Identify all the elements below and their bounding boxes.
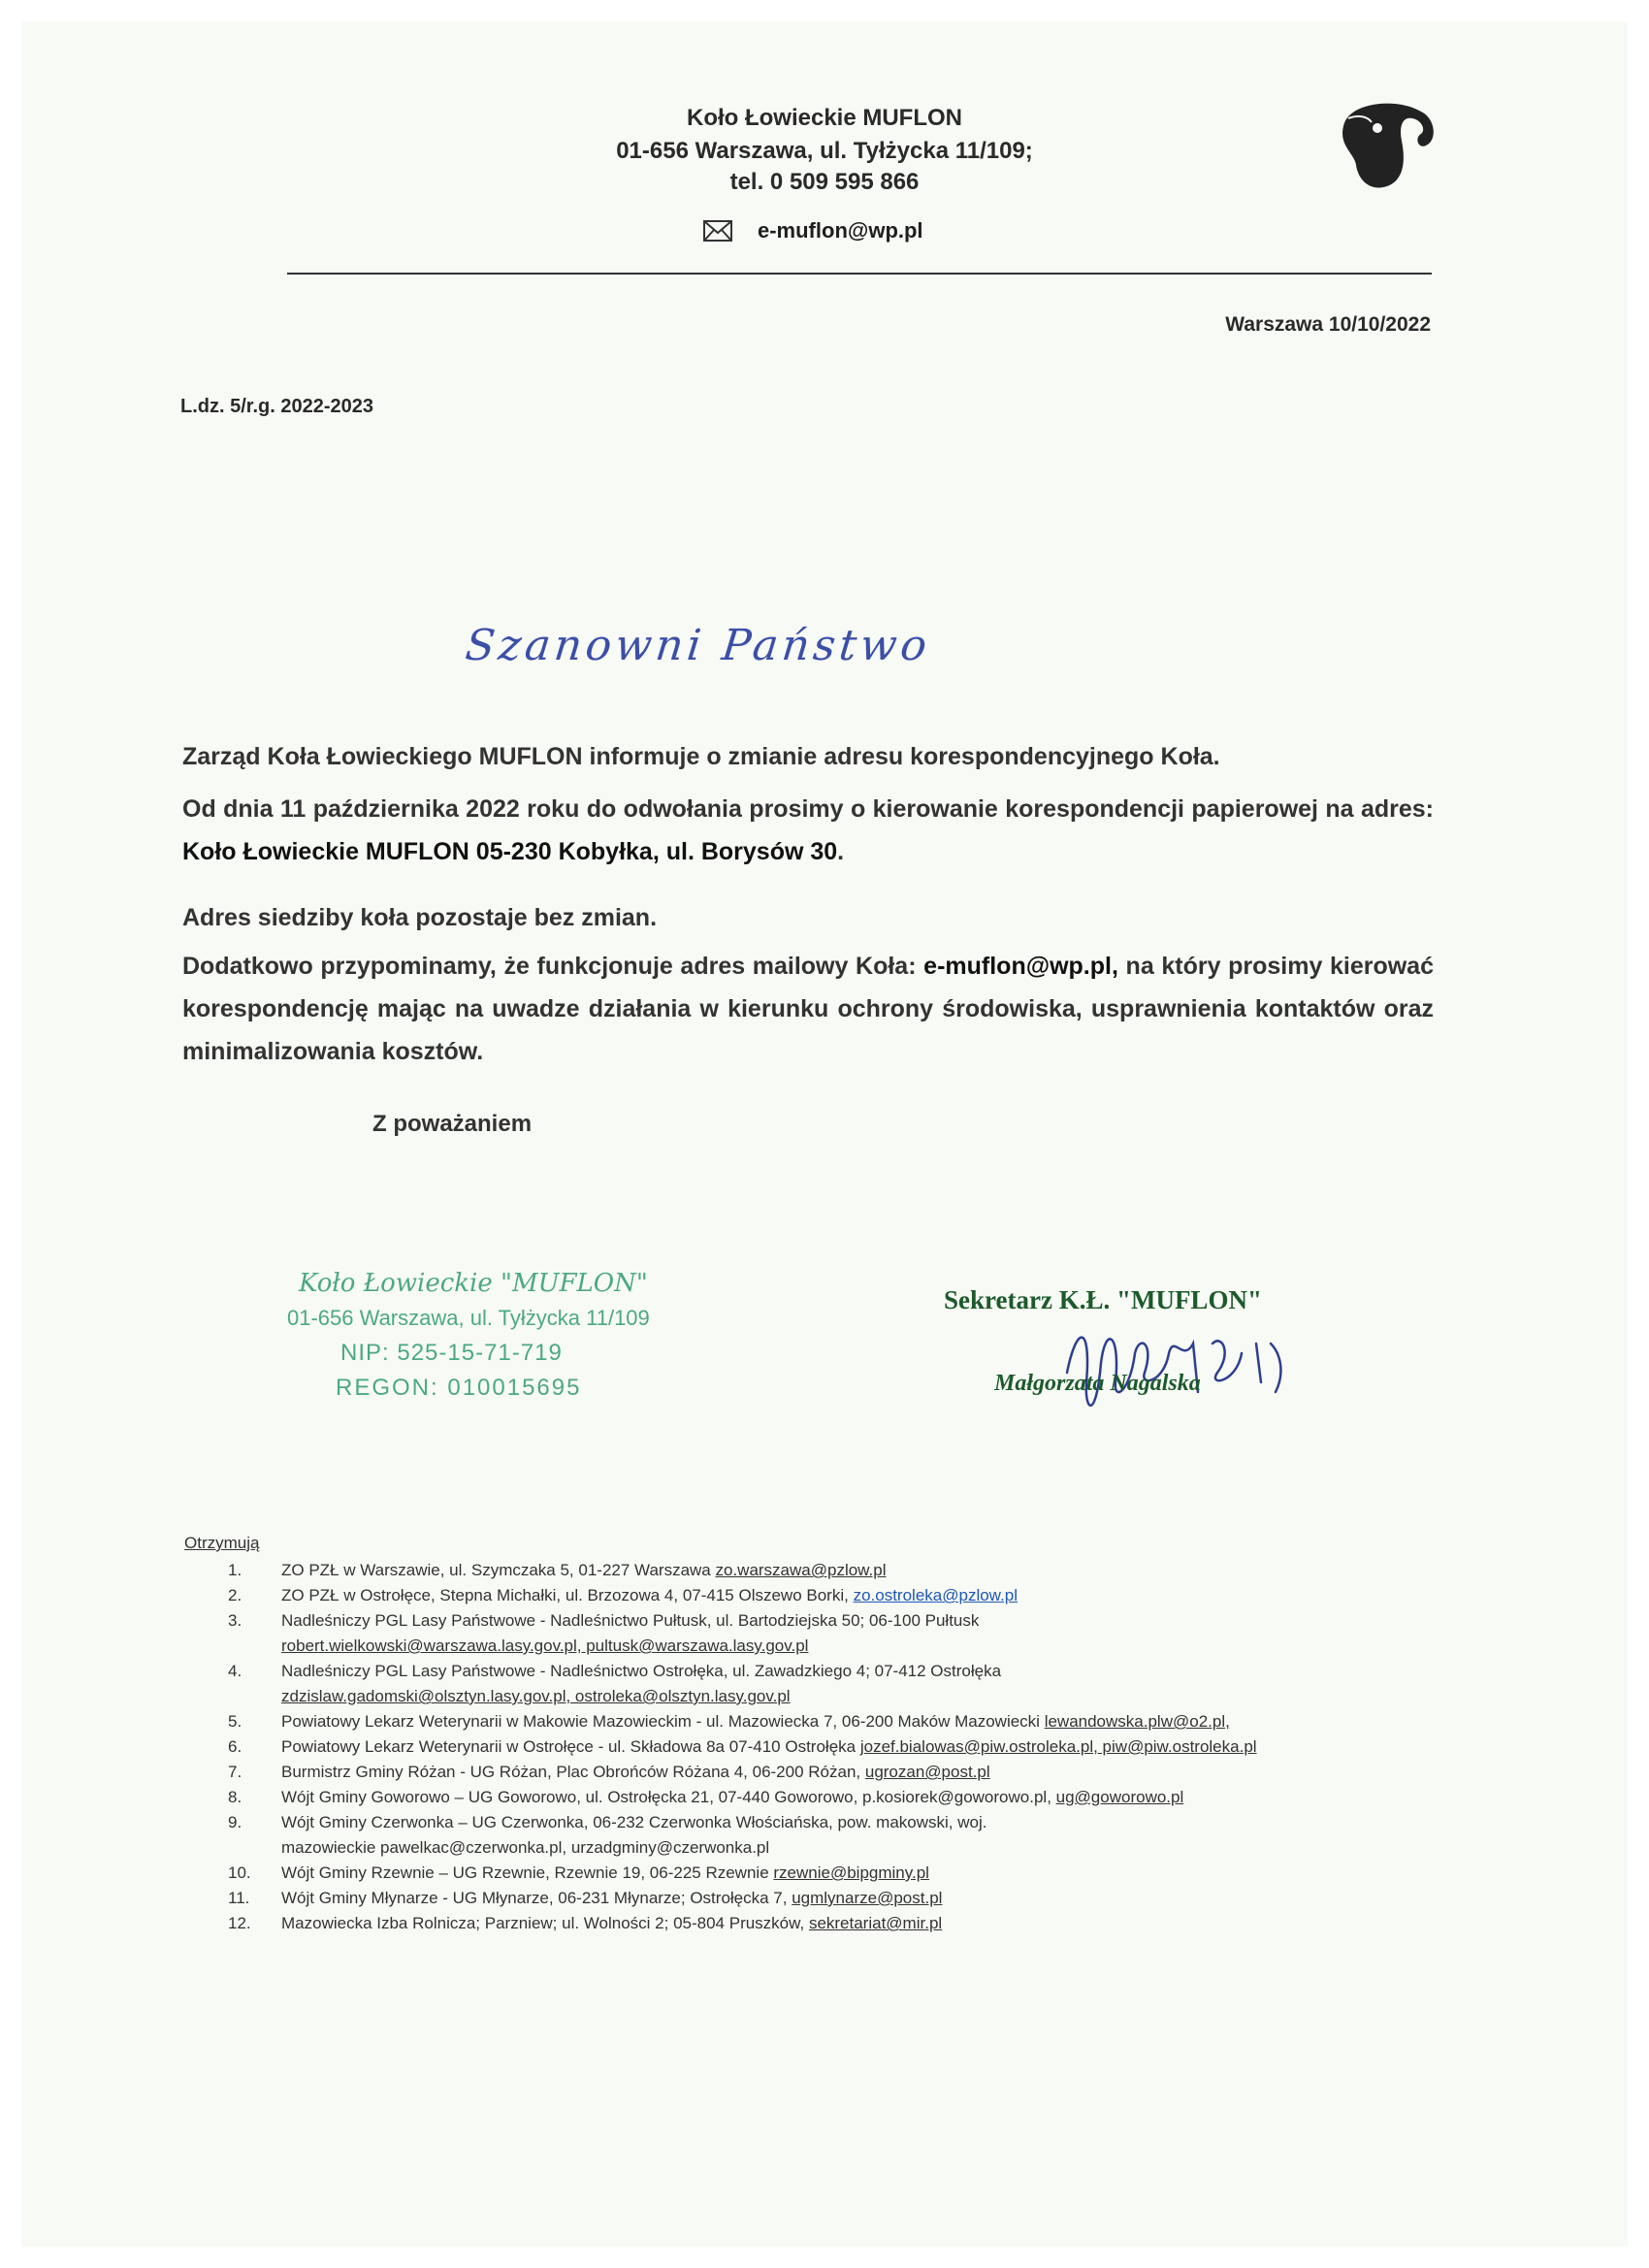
list-item: 1. ZO PZŁ w Warszawie, ul. Szymczaka 5, 01-227 Warszawa zo.warszawa@pzlow.pl <box>228 1561 887 1579</box>
list-item: 8. Wójt Gminy Goworowo – UG Goworowo, ul. Ostrołęcka 21, 07-440 Goworowo, p.kosiorek@goworowo.pl, ug@goworowo.pl <box>228 1788 1184 1806</box>
org-address: 01-656 Warszawa, ul. Tyłżycka 11/109; <box>616 138 1033 164</box>
signature-title: Sekretarz K.Ł. "MUFLON" <box>944 1285 1262 1314</box>
stamp-line-2: 01-656 Warszawa, ul. Tyłżycka 11/109 <box>287 1306 650 1330</box>
recipient-email[interactable]: robert.wielkowski@warszawa.lasy.gov.pl, pultusk@warszawa.lasy.gov.pl <box>281 1636 809 1655</box>
recipient-email[interactable]: zo.ostroleka@pzlow.pl <box>853 1586 1018 1604</box>
handwritten-signature <box>1048 1305 1300 1431</box>
paragraph-2-text: Od dnia 11 października 2022 roku do odwołania prosimy o kierowanie korespondencji papierowej na adres: <box>182 795 1434 823</box>
ram-head-icon <box>1329 97 1445 194</box>
paragraph-2-end: . <box>837 838 845 865</box>
recipients-list <box>228 1558 1450 1936</box>
stamp-line-3: NIP: 525-15-71-719 <box>340 1340 563 1366</box>
org-name: Koło Łowieckie MUFLON <box>686 105 962 131</box>
reference-number: L.dz. 5/r.g. 2022-2023 <box>180 396 373 417</box>
list-item: 5. Powiatowy Lekarz Weterynarii w Makowie Mazowieckim - ul. Mazowiecka 7, 06-200 Maków Mazowiecki lewandowska.plw@o2.pl, <box>228 1712 1230 1731</box>
paragraph-3: Adres siedziby koła pozostaje bez zmian. <box>182 904 658 931</box>
org-phone: tel. 0 509 595 866 <box>729 169 920 195</box>
stamp-line-1: Koło Łowieckie "MUFLON" <box>299 1269 648 1298</box>
stamp-line-4: REGON: 010015695 <box>336 1375 582 1401</box>
club-email[interactable]: e-muflon@wp.pl, <box>923 953 1118 980</box>
list-item: 4. Nadleśniczy PGL Lasy Państwowe - Nadleśnictwo Ostrołęka, ul. Zawadzkiego 4; 07-412 Ostrołęka zdzislaw.gadomski@olsztyn.lasy.gov.pl, ostroleka@olsztyn.lasy.gov.pl <box>228 1662 1002 1705</box>
recipient-email[interactable]: sekretariat@mir.pl <box>808 1914 943 1932</box>
list-item: 2. ZO PZŁ w Ostrołęce, Stepna Michałki, ul. Brzozowa 4, 07-415 Olszewo Borki, zo.ostroleka@pzlow.pl <box>228 1586 1018 1604</box>
header-divider <box>287 273 1432 275</box>
envelope-icon <box>703 220 732 242</box>
new-address: Koło Łowieckie MUFLON 05-230 Kobyłka, ul. Borysów 30 <box>182 838 838 865</box>
list-item: 3. Nadleśniczy PGL Lasy Państwowe - Nadleśnictwo Pułtusk, ul. Bartodziejska 50; 06-100 Pułtusk robert.wielkowski@warszawa.lasy.gov.pl, pultusk@warszawa.lasy.gov.pl <box>228 1611 980 1655</box>
handwritten-salutation: Szanowni Państwo <box>463 621 933 670</box>
recipient-email[interactable]: mazowieckie pawelkac@czerwonka.pl, urzadgminy@czerwonka.pl <box>281 1838 770 1857</box>
header-email-row <box>703 218 923 243</box>
recipient-email[interactable]: ugrozan@post.pl <box>864 1763 990 1781</box>
paragraph-4-text: Dodatkowo przypominamy, że funkcjonuje adres mailowy Koła: <box>182 953 924 980</box>
recipient-email[interactable]: ug@goworowo.pl <box>1055 1788 1184 1806</box>
list-item: 11. Wójt Gminy Młynarze - UG Młynarze, 06-231 Młynarze; Ostrołęcka 7, ugmlynarze@post.pl <box>228 1889 943 1907</box>
paragraph-4-end: na który prosimy kierować korespondencję mając na uwadze działania w kierunku ochrony środowiska, usprawnienia kontaktów oraz minimalizowania kosztów. <box>182 953 1434 1065</box>
list-item: 12. Mazowiecka Izba Rolnicza; Parzniew; ul. Wolności 2; 05-804 Pruszków, sekretariat@mir.pl <box>228 1914 943 1932</box>
club-stamp <box>287 1266 650 1406</box>
list-item: 9. Wójt Gminy Czerwonka – UG Czerwonka, 06-232 Czerwonka Włościańska, pow. makowski, woj. mazowieckie pawelkac@czerwonka.pl, urzadgminy@czerwonka.pl <box>228 1813 987 1857</box>
closing: Z poważaniem <box>372 1111 533 1137</box>
recipient-email[interactable]: zdzislaw.gadomski@olsztyn.lasy.gov.pl, ostroleka@olsztyn.lasy.gov.pl <box>281 1687 791 1705</box>
list-item: 7. Burmistrz Gminy Różan - UG Różan, Plac Obrońców Różana 4, 06-200 Różan, ugrozan@post.pl <box>228 1763 990 1781</box>
recipient-email[interactable]: ugmlynarze@post.pl <box>792 1889 943 1907</box>
list-item: 10. Wójt Gminy Rzewnie – UG Rzewnie, Rzewnie 19, 06-225 Rzewnie rzewnie@bipgminy.pl <box>228 1863 929 1882</box>
recipient-email[interactable]: lewandowska.plw@o2.pl, <box>1044 1712 1230 1731</box>
paragraph-2 <box>182 788 1434 873</box>
letter-date: Warszawa 10/10/2022 <box>1225 313 1431 336</box>
signatory-name: Małgorzata Nagalska <box>994 1371 1201 1396</box>
list-item: 6. Powiatowy Lekarz Weterynarii w Ostrołęce - ul. Składowa 8a 07-410 Ostrołęka jozef.bialowas@piw.ostroleka.pl, piw@piw.ostroleka.pl <box>228 1737 1257 1756</box>
recipient-email[interactable]: rzewnie@bipgminy.pl <box>773 1863 929 1882</box>
recipient-email[interactable]: jozef.bialowas@piw.ostroleka.pl, piw@piw.ostroleka.pl <box>859 1737 1257 1756</box>
recipient-email[interactable]: zo.warszawa@pzlow.pl <box>715 1561 887 1579</box>
header-email[interactable]: e-muflon@wp.pl <box>758 218 923 243</box>
recipients-heading: Otrzymują <box>184 1534 260 1552</box>
paragraph-4 <box>182 945 1434 1073</box>
paragraph-1: Zarząd Koła Łowieckiego MUFLON informuje o zmianie adresu korespondencyjnego Koła. <box>182 743 1220 770</box>
